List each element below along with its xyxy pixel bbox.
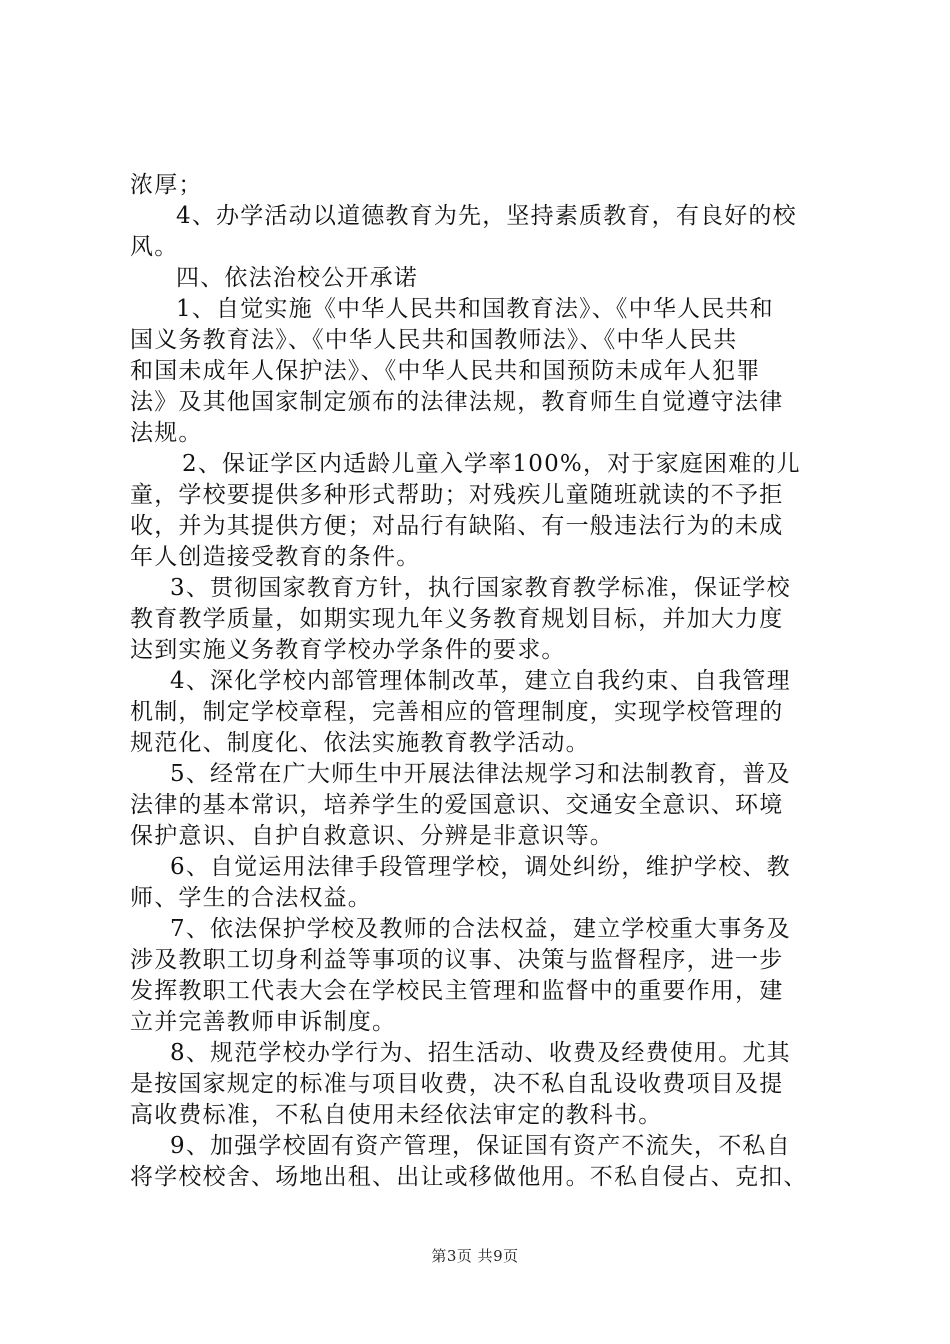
text-line: 涉及教职工切身利益等事项的议事、决策与监督程序，进一步 [130,947,784,973]
text-line: 发挥教职工代表大会在学校民主管理和监督中的重要作用，建 [130,978,784,1004]
text-line: 3、贯彻国家教育方针，执行国家教育教学标准，保证学校 [170,575,791,601]
text-line: 4、深化学校内部管理体制改革，建立自我约束、自我管理 [170,668,791,694]
text-line: 7、依法保护学校及教师的合法权益，建立学校重大事务及 [170,916,791,942]
text-line: 收，并为其提供方便；对品行有缺陷、有一般违法行为的未成 [130,513,784,539]
text-line: 师、学生的合法权益。 [130,885,372,911]
text-line: 教育教学质量，如期实现九年义务教育规划目标，并加大力度 [130,606,784,632]
text-line: 风。 [130,234,179,260]
text-line: 将学校校舍、场地出租、出让或移做他用。不私自侵占、克扣、 [130,1164,808,1190]
text-line: 2、保证学区内适龄儿童入学率100%，对于家庭困难的儿 [182,451,801,477]
text-line: 4、办学活动以道德教育为先，坚持素质教育，有良好的校 [176,203,797,229]
section-heading: 四、依法治校公开承诺 [176,265,418,291]
text-line: 8、规范学校办学行为、招生活动、收费及经费使用。尤其 [170,1040,791,1066]
text-line: 法》及其他国家制定颁布的法律法规，教育师生自觉遵守法律 [130,389,784,415]
text-line: 立并完善教师申诉制度。 [130,1009,397,1035]
text-line: 保护意识、自护自救意识、分辨是非意识等。 [130,823,614,849]
text-line: 5、经常在广大师生中开展法律法规学习和法制教育，普及 [170,761,791,787]
text-line: 高收费标准，不私自使用未经依法审定的教科书。 [130,1102,663,1128]
text-line: 和国未成年人保护法》、《中华人民共和国预防未成年人犯罪 [130,358,761,384]
text-line: 1、自觉实施《中华人民共和国教育法》、《中华人民共和 [176,296,774,322]
text-line: 达到实施义务教育学校办学条件的要求。 [130,637,566,663]
text-line: 机制，制定学校章程，完善相应的管理制度，实现学校管理的 [130,699,784,725]
text-line: 年人创造接受教育的条件。 [130,544,421,570]
text-line: 法规。 [130,420,203,446]
text-line: 是按国家规定的标准与项目收费，决不私自乱设收费项目及提 [130,1071,784,1097]
text-line: 国义务教育法》、《中华人民共和国教师法》、《中华人民共 [130,327,738,353]
text-line: 9、加强学校固有资产管理，保证国有资产不流失，不私自 [170,1133,791,1159]
document-body [130,170,830,1193]
page-number-footer: 第3页 共9页 [431,1247,519,1265]
text-line: 法律的基本常识，培养学生的爱国意识、交通安全意识、环境 [130,792,784,818]
text-line: 童，学校要提供多种形式帮助；对残疾儿童随班就读的不予拒 [130,482,784,508]
text-line: 规范化、制度化、依法实施教育教学活动。 [130,730,590,756]
text-line: 浓厚； [130,172,203,198]
text-line: 6、自觉运用法律手段管理学校，调处纠纷，维护学校、教 [170,854,791,880]
